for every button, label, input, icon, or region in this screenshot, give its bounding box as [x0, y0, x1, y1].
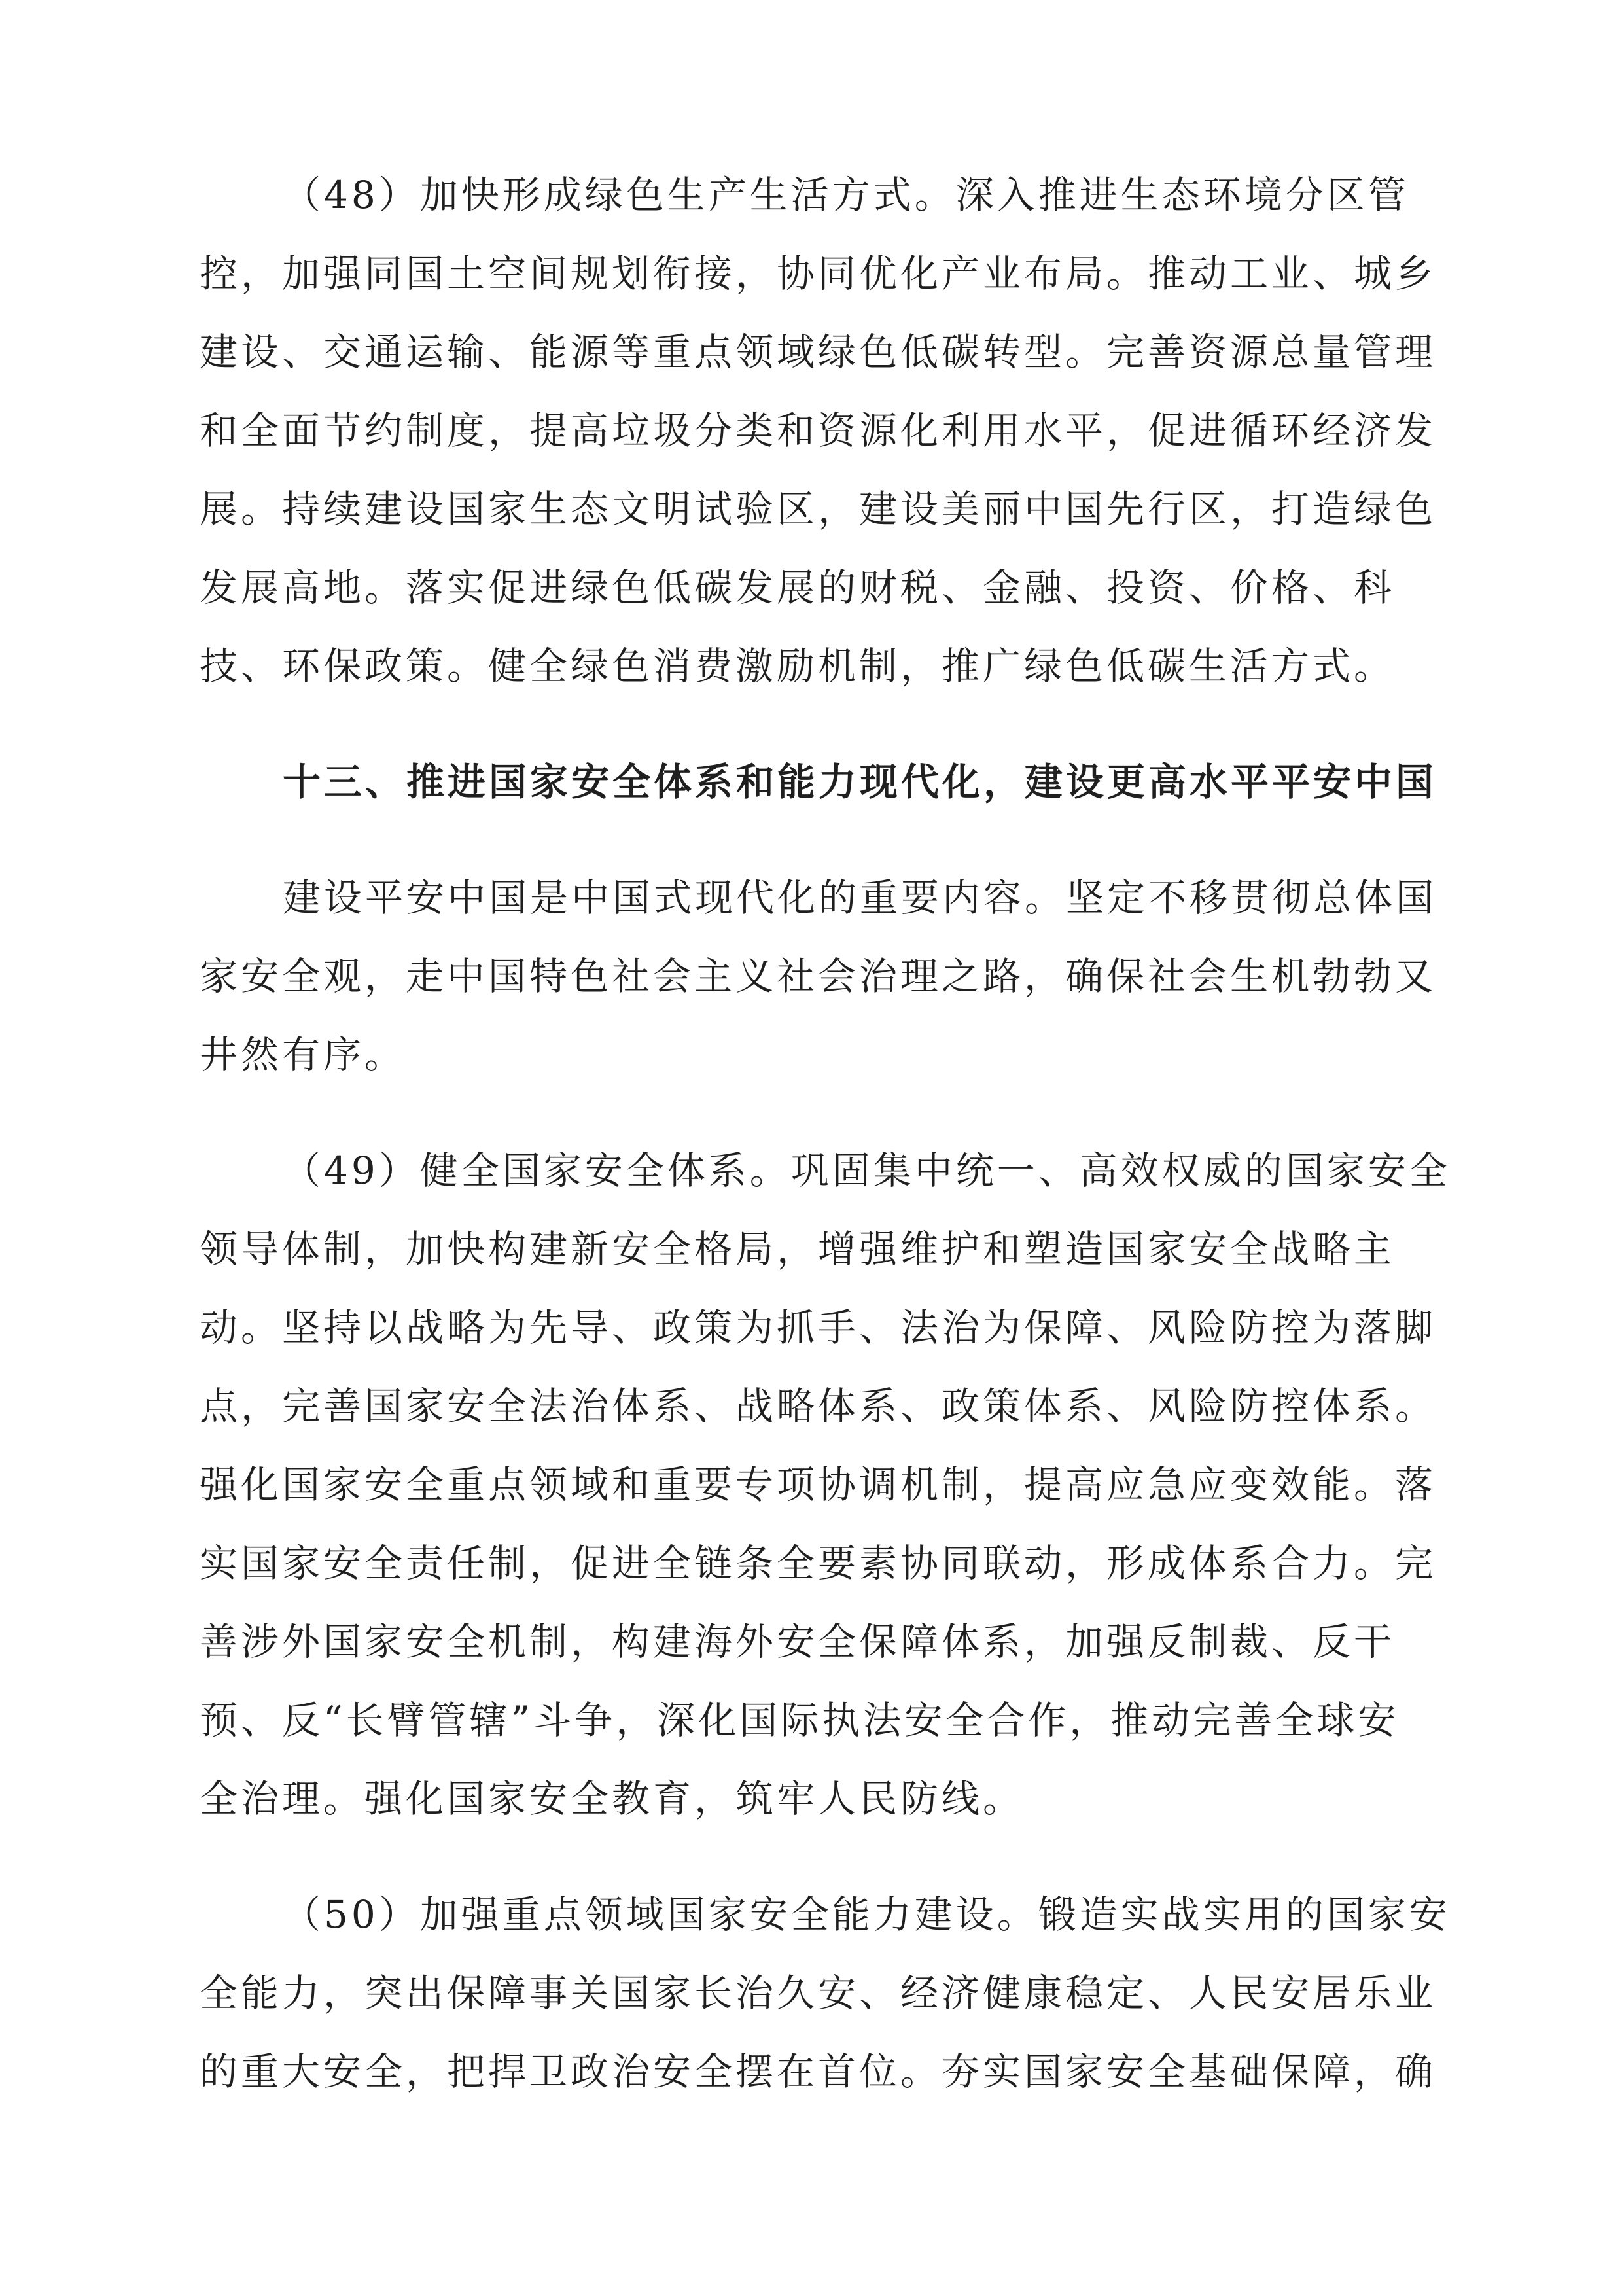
text-line: 领导体制，加快构建新安全格局，增强维护和塑造国家安全战略主 — [200, 1227, 1396, 1271]
text-line: 动。坚持以战略为先导、政策为抓手、法治为保障、风险防控为落脚 — [200, 1305, 1437, 1350]
text-line: 善涉外国家安全机制，构建海外安全保障体系，加强反制裁、反干 — [200, 1619, 1396, 1664]
text-line: 家安全观，走中国特色社会主义社会治理之路，确保社会生机勃勃又 — [200, 954, 1437, 998]
text-line: 实国家安全责任制，促进全链条全要素协同联动，形成体系合力。完 — [200, 1541, 1437, 1585]
text-line: 发展高地。落实促进绿色低碳发展的财税、金融、投资、价格、科 — [200, 565, 1396, 610]
text-line: 全治理。强化国家安全教育，筑牢人民防线。 — [200, 1776, 1025, 1821]
text-line: （48）加快形成绿色生产生活方式。深入推进生态环境分区管 — [283, 173, 1409, 217]
text-line: 强化国家安全重点领域和重要专项协调机制，提高应急应变效能。落 — [200, 1462, 1437, 1507]
text-line: 预、反“长臂管辖”斗争，深化国际执法安全合作，推动完善全球安 — [200, 1698, 1400, 1742]
text-line: 展。持续建设国家生态文明试验区，建设美丽中国先行区，打造绿色 — [200, 487, 1437, 531]
text-line: 点，完善国家安全法治体系、战略体系、政策体系、风险防控体系。 — [200, 1384, 1437, 1428]
paragraph-49 — [200, 1131, 1449, 1838]
section-13-heading — [200, 743, 1449, 821]
text-line: （50）加强重点领域国家安全能力建设。锻造实战实用的国家安 — [283, 1892, 1451, 1937]
text-line: 技、环保政策。健全绿色消费激励机制，推广绿色低碳生活方式。 — [200, 644, 1396, 688]
text-line: 全能力，突出保障事关国家长治久安、经济健康稳定、人民安居乐业 — [200, 1971, 1437, 2015]
heading-line: 十三、推进国家安全体系和能力现代化，建设更高水平平安中国 — [283, 760, 1437, 804]
text-line: 建设、交通运输、能源等重点领域绿色低碳转型。完善资源总量管理 — [200, 330, 1437, 374]
text-line: 建设平安中国是中国式现代化的重要内容。坚定不移贯彻总体国 — [283, 875, 1437, 920]
text-line: 控，加强同国土空间规划衔接，协同优化产业布局。推动工业、城乡 — [200, 251, 1437, 296]
paragraph-section-intro — [200, 858, 1449, 1094]
document-body — [200, 156, 1449, 2111]
paragraph-50 — [200, 1875, 1449, 2111]
text-line: 井然有序。 — [200, 1033, 406, 1077]
text-line: （49）健全国家安全体系。巩固集中统一、高效权威的国家安全 — [283, 1148, 1451, 1193]
text-line: 的重大安全，把捍卫政治安全摆在首位。夯实国家安全基础保障，确 — [200, 2049, 1437, 2094]
paragraph-48 — [200, 156, 1449, 705]
text-line: 和全面节约制度，提高垃圾分类和资源化利用水平，促进循环经济发 — [200, 408, 1437, 453]
